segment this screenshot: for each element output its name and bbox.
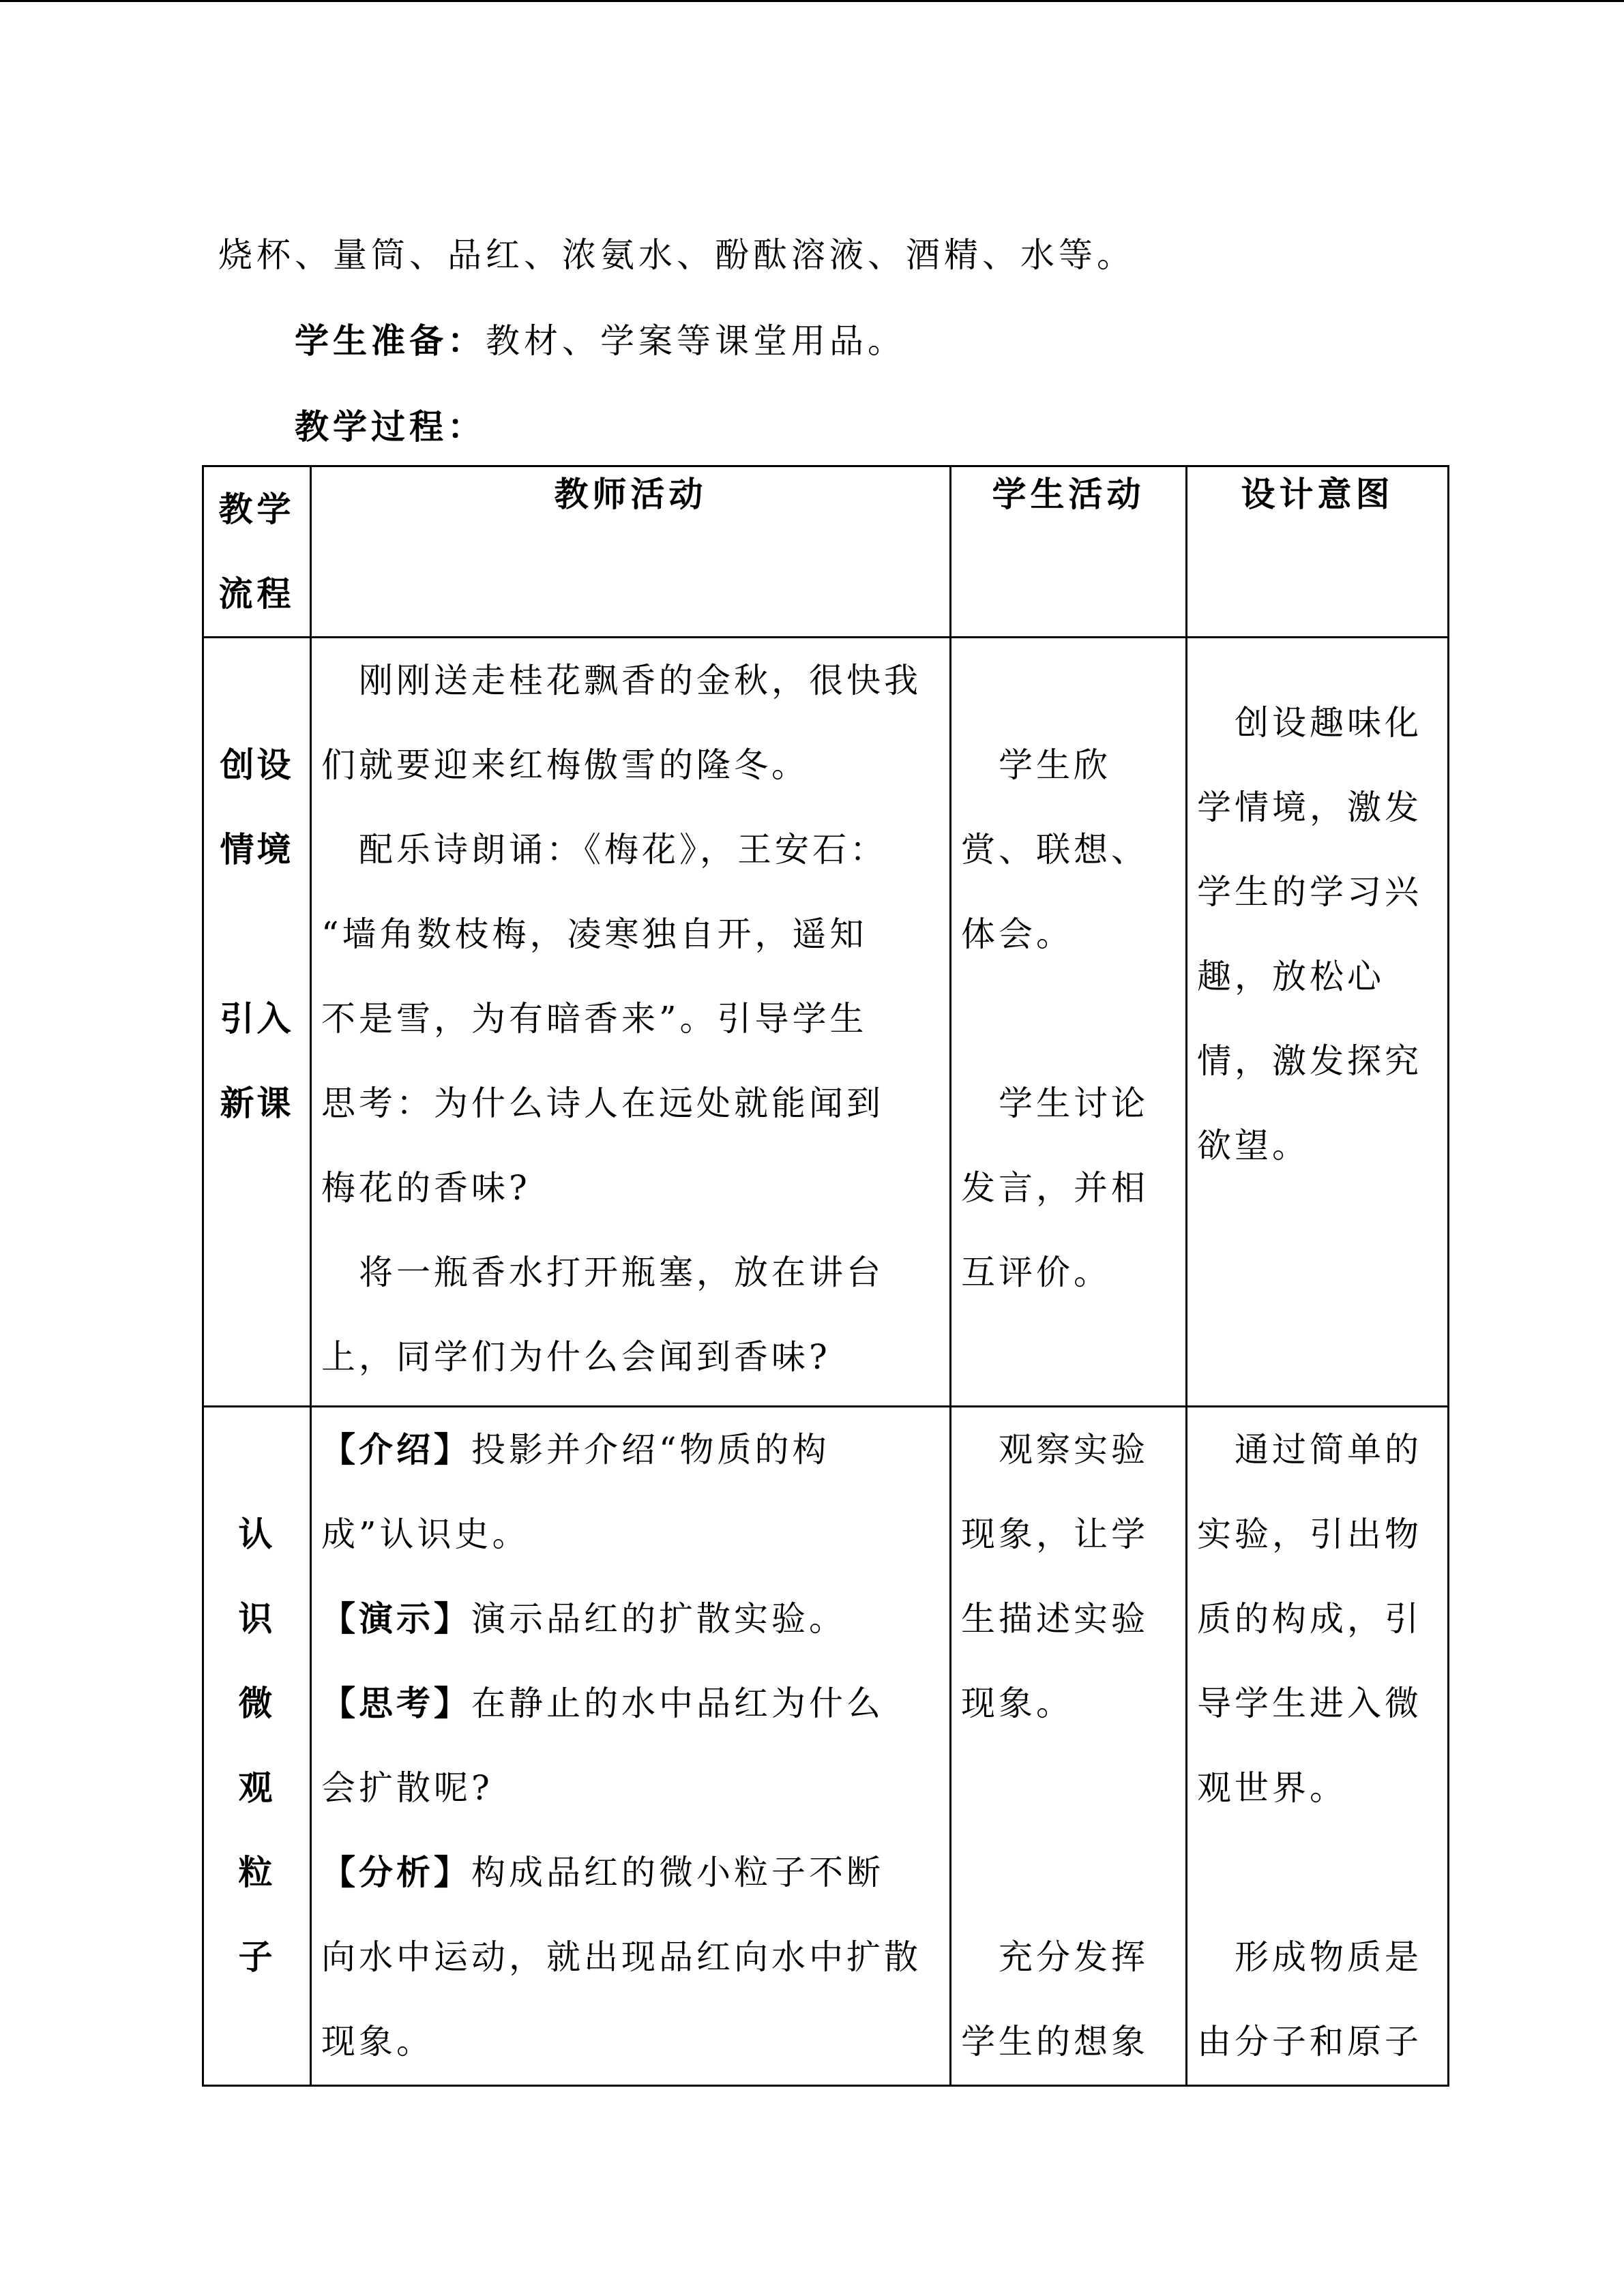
header-flow: 教学 流程 [203,466,311,638]
process-heading: 教学过程： [295,407,486,447]
materials-line: 烧杯、量筒、品红、浓氨水、酚酞溶液、酒精、水等。 [218,235,1135,275]
teacher-activity-cell: 刚刚送走桂花飘香的金秋，很快我 们就要迎来红梅傲雪的隆冬。 配乐诗朗诵：《梅花》，王安石： “墙角数枝梅，凌寒独自开，遥知 不是雪，为有暗香来”。引导学生 思考：为什么诗人在远处就能闻到 梅花的香味? 将一瓶香水打开瓶塞，放在讲台 上，同学们为什么会闻到香味? [311,638,951,1407]
student-activity-cell: 观察实验 现象，让学 生描述实验 现象。 充分发挥 学生的想象 [951,1407,1187,2086]
table-row [203,638,1449,1407]
table-row [203,1407,1449,2086]
student-prep-label: 学生准备： [295,321,486,361]
header-teacher-activity: 教师活动 [311,466,951,638]
stage-cell-intro: 创设 情境 引入 新课 [203,638,311,1407]
teacher-activity-cell: 【介绍】投影并介绍“物质的构 成”认识史。 【演示】演示品红的扩散实验。 【思考】在静止的水中品红为什么 会扩散呢? 【分析】构成品红的微小粒子不断 向水中运动，就出现品红向水中扩散 现象。 [311,1407,951,2086]
student-prep-paragraph [295,320,906,361]
student-activity-cell: 学生欣 赏、联想、 体会。 学生讨论 发言，并相 互评价。 [951,638,1187,1407]
student-prep-text: 教材、学案等课堂用品。 [486,321,906,361]
design-intent-cell: 创设趣味化 学情境，激发 学生的学习兴 趣，放松心 情，激发探究 欲望。 [1187,638,1449,1407]
design-intent-cell: 通过简单的 实验，引出物 质的构成，引 导学生进入微 观世界。 形成物质是 由分子和原子 [1187,1407,1449,2086]
table-header-row [203,466,1449,638]
top-border-line [0,0,1624,2]
stage-cell-micro-particles: 认 识 微 观 粒 子 [203,1407,311,2086]
header-design-intent: 设计意图 [1187,466,1449,638]
teaching-process-table [202,465,1449,2087]
header-student-activity: 学生活动 [951,466,1187,638]
